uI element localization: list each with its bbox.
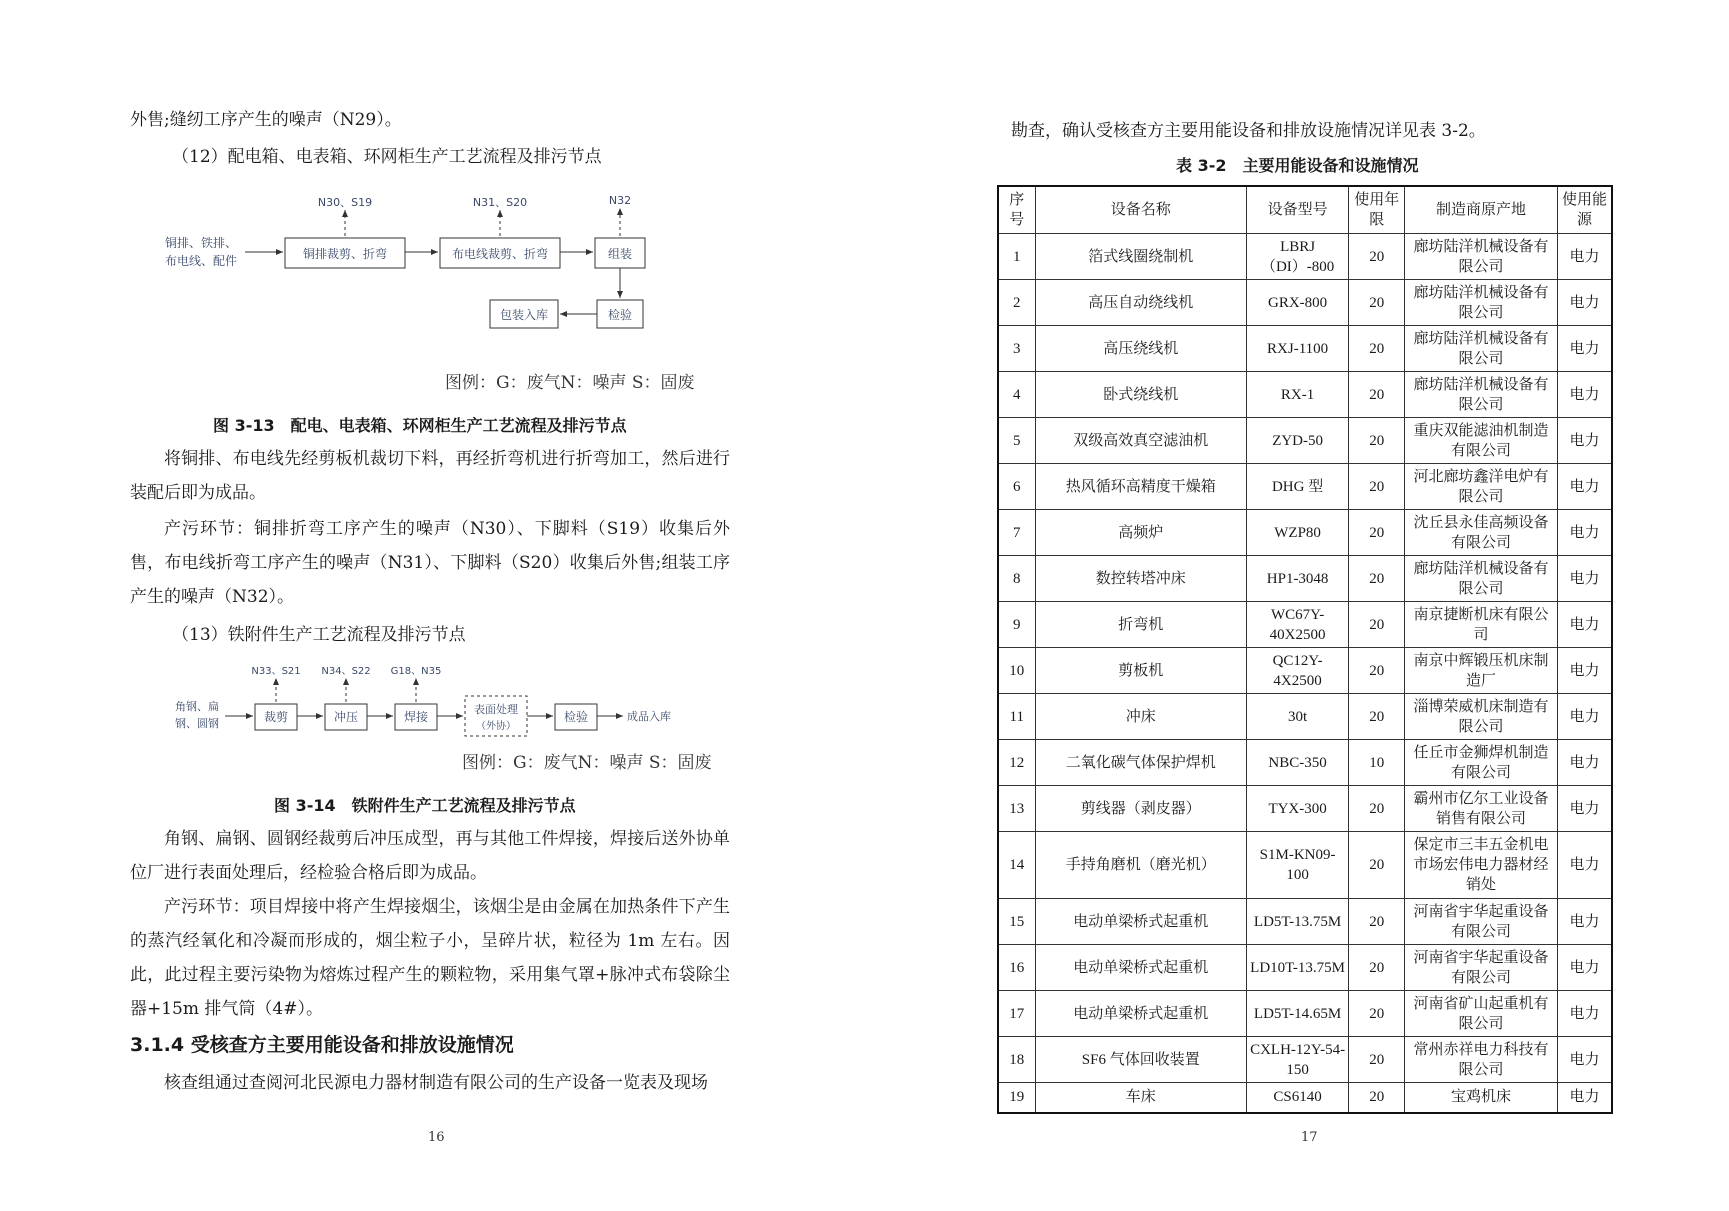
cell-name: 车床: [1035, 1083, 1246, 1113]
cell-manufacturer: 任丘市金狮焊机制造有限公司: [1405, 740, 1558, 786]
right-page: [864, 0, 1729, 1211]
cell-index: 5: [998, 418, 1035, 464]
cell-energy: 电力: [1557, 832, 1612, 899]
table-row: [998, 945, 1612, 991]
cell-name: 手持角磨机（磨光机）: [1035, 832, 1246, 899]
cell-name: 数控转塔冲床: [1035, 556, 1246, 602]
legend-3-13: 图例：G：废气N：噪声 S：固废: [445, 373, 695, 393]
cell-name: 双级高效真空滤油机: [1035, 418, 1246, 464]
cell-lifespan: 20: [1349, 602, 1405, 648]
cell-energy: 电力: [1557, 602, 1612, 648]
flow14-box5-text: 检验: [563, 710, 589, 724]
cell-energy: 电力: [1557, 786, 1612, 832]
section-heading-12: （12）配电箱、电表箱、环网柜生产工艺流程及排污节点: [172, 147, 602, 167]
figure-caption-3-13: 图 3-13 配电、电表箱、环网柜生产工艺流程及排污节点: [213, 416, 627, 435]
flow13-label-1: N30、S19: [317, 196, 373, 209]
cell-name: 电动单梁桥式起重机: [1035, 899, 1246, 945]
cell-manufacturer: 常州赤祥电力科技有限公司: [1405, 1037, 1558, 1083]
cell-model: LBRJ（DI）-800: [1246, 234, 1348, 280]
page-number: 16: [428, 1130, 445, 1145]
figure-caption-3-14: 图 3-14 铁附件生产工艺流程及排污节点: [274, 796, 576, 815]
table-row: [998, 832, 1612, 899]
header-manufacturer: 制造商原产地: [1405, 186, 1558, 234]
flow13-label-3: N32: [608, 194, 632, 207]
cell-name: 二氧化碳气体保护焊机: [1035, 740, 1246, 786]
cell-model: NBC-350: [1246, 740, 1348, 786]
cell-energy: 电力: [1557, 648, 1612, 694]
cell-index: 4: [998, 372, 1035, 418]
cell-model: RX-1: [1246, 372, 1348, 418]
cell-model: LD5T-14.65M: [1246, 991, 1348, 1037]
cell-energy: 电力: [1557, 234, 1612, 280]
flowchart-3-14: [175, 662, 715, 747]
page-number: 17: [1301, 1130, 1318, 1145]
cell-index: 8: [998, 556, 1035, 602]
table-row: [998, 556, 1612, 602]
table-row: [998, 694, 1612, 740]
table-row: [998, 740, 1612, 786]
cell-energy: 电力: [1557, 740, 1612, 786]
cell-index: 10: [998, 648, 1035, 694]
table-row: [998, 280, 1612, 326]
section-heading-13: （13）铁附件生产工艺流程及排污节点: [172, 625, 466, 645]
cell-index: 16: [998, 945, 1035, 991]
flow14-label-1: N33、S21: [251, 666, 301, 677]
cell-manufacturer: 重庆双能滤油机制造有限公司: [1405, 418, 1558, 464]
cell-name: 剪板机: [1035, 648, 1246, 694]
cell-model: HP1-3048: [1246, 556, 1348, 602]
table-row: [998, 418, 1612, 464]
table-row: [998, 786, 1612, 832]
cell-name: 箔式线圈绕制机: [1035, 234, 1246, 280]
cell-index: 2: [998, 280, 1035, 326]
cell-index: 15: [998, 899, 1035, 945]
cell-energy: 电力: [1557, 510, 1612, 556]
paragraph-1: 将铜排、布电线先经剪板机裁切下料，再经折弯机进行折弯加工，然后进行装配后即为成品。: [130, 449, 730, 503]
cell-model: CS6140: [1246, 1083, 1348, 1113]
cell-index: 7: [998, 510, 1035, 556]
table-body: [998, 234, 1612, 1113]
cell-energy: 电力: [1557, 945, 1612, 991]
table-row: [998, 899, 1612, 945]
table-row: [998, 1083, 1612, 1113]
cell-index: 9: [998, 602, 1035, 648]
legend-3-14: 图例：G：废气N：噪声 S：固废: [462, 753, 712, 773]
cell-energy: 电力: [1557, 372, 1612, 418]
flow14-label-3: G18、N35: [390, 666, 442, 677]
cell-model: LD5T-13.75M: [1246, 899, 1348, 945]
cell-index: 13: [998, 786, 1035, 832]
flow13-input-line1: 铜排、铁排、: [165, 236, 238, 250]
cell-model: DHG 型: [1246, 464, 1348, 510]
cell-lifespan: 20: [1349, 1083, 1405, 1113]
table-row: [998, 602, 1612, 648]
flow14-box2-text: 冲压: [333, 710, 359, 724]
flow13-box1-text: 铜排裁剪、折弯: [302, 247, 388, 261]
cell-name: 电动单梁桥式起重机: [1035, 991, 1246, 1037]
flow14-box1-text: 裁剪: [263, 710, 289, 724]
cell-index: 19: [998, 1083, 1035, 1113]
paragraph-2: 产污环节：铜排折弯工序产生的噪声（N30）、下脚料（S19）收集后外售，布电线折弯工序产生的噪声（N31）、下脚料（S20）收集后外售;组装工序产生的噪声（N32）。: [130, 519, 730, 607]
table-row: [998, 991, 1612, 1037]
paragraph-3: 角钢、扁钢、圆钢经裁剪后冲压成型，再与其他工件焊接，焊接后送外协单位厂进行表面处理后，经检验合格后即为成品。: [130, 829, 730, 883]
cell-model: WC67Y-40X2500: [1246, 602, 1348, 648]
cell-manufacturer: 沈丘县永佳高频设备有限公司: [1405, 510, 1558, 556]
cell-manufacturer: 南京中辉锻压机床制造厂: [1405, 648, 1558, 694]
flow13-input-line2: 布电线、配件: [165, 254, 238, 268]
cell-lifespan: 20: [1349, 418, 1405, 464]
cell-name: 热风循环高精度干燥箱: [1035, 464, 1246, 510]
header-energy: 使用能源: [1557, 186, 1612, 234]
cell-manufacturer: 廊坊陆洋机械设备有限公司: [1405, 326, 1558, 372]
section-heading-3-1-4: 3.1.4 受核查方主要用能设备和排放设施情况: [130, 1034, 514, 1056]
cell-model: ZYD-50: [1246, 418, 1348, 464]
cell-index: 6: [998, 464, 1035, 510]
paragraph-4: 产污环节：项目焊接中将产生焊接烟尘，该烟尘是由金属在加热条件下产生的蒸汽经氧化和冷凝而形成的，烟尘粒子小，呈碎片状，粒径为 1m 左右。因此，此过程主要污染物为熔炼过程产生的颗粒物，采用集气罩+脉冲式布袋除尘器+15m 排气筒（4#）。: [130, 897, 730, 1019]
cell-model: 30t: [1246, 694, 1348, 740]
flow14-output: 成品入库: [627, 710, 671, 723]
cell-manufacturer: 河南省矿山起重机有限公司: [1405, 991, 1558, 1037]
left-page: [0, 0, 864, 1211]
table-row: [998, 648, 1612, 694]
cell-name: 高压自动绕线机: [1035, 280, 1246, 326]
cell-energy: 电力: [1557, 464, 1612, 510]
flow14-box3-text: 焊接: [403, 710, 429, 724]
cell-lifespan: 20: [1349, 991, 1405, 1037]
cell-manufacturer: 河南省宇华起重设备有限公司: [1405, 945, 1558, 991]
cell-manufacturer: 廊坊陆洋机械设备有限公司: [1405, 280, 1558, 326]
cell-manufacturer: 霸州市亿尔工业设备销售有限公司: [1405, 786, 1558, 832]
table-row: [998, 1037, 1612, 1083]
cell-energy: 电力: [1557, 694, 1612, 740]
table-row: [998, 234, 1612, 280]
cell-manufacturer: 南京捷断机床有限公司: [1405, 602, 1558, 648]
cell-index: 11: [998, 694, 1035, 740]
cell-index: 17: [998, 991, 1035, 1037]
cell-lifespan: 20: [1349, 510, 1405, 556]
cell-model: LD10T-13.75M: [1246, 945, 1348, 991]
cell-index: 14: [998, 832, 1035, 899]
flow14-box4-text-line1: 表面处理: [474, 703, 518, 716]
cell-manufacturer: 廊坊陆洋机械设备有限公司: [1405, 234, 1558, 280]
flow13-box2-text: 布电线裁剪、折弯: [451, 247, 549, 261]
cell-energy: 电力: [1557, 1037, 1612, 1083]
cell-energy: 电力: [1557, 899, 1612, 945]
cell-manufacturer: 河北廊坊鑫洋电炉有限公司: [1405, 464, 1558, 510]
cell-lifespan: 20: [1349, 464, 1405, 510]
paragraph-5: 核查组通过查阅河北民源电力器材制造有限公司的生产设备一览表及现场: [164, 1073, 708, 1093]
cell-energy: 电力: [1557, 991, 1612, 1037]
flow14-input-line2: 钢、圆钢: [175, 717, 219, 730]
cell-lifespan: 20: [1349, 1037, 1405, 1083]
table-caption: 表 3-2 主要用能设备和设施情况: [1176, 156, 1419, 175]
cell-lifespan: 20: [1349, 280, 1405, 326]
cell-name: 折弯机: [1035, 602, 1246, 648]
cell-energy: 电力: [1557, 418, 1612, 464]
cell-model: GRX-800: [1246, 280, 1348, 326]
cell-manufacturer: 保定市三丰五金机电市场宏伟电力器材经销处: [1405, 832, 1558, 899]
cell-lifespan: 20: [1349, 234, 1405, 280]
cell-energy: 电力: [1557, 326, 1612, 372]
cell-manufacturer: 淄博荣威机床制造有限公司: [1405, 694, 1558, 740]
cell-name: 高压绕线机: [1035, 326, 1246, 372]
cell-name: 电动单梁桥式起重机: [1035, 945, 1246, 991]
flowchart-3-13: [155, 190, 715, 345]
text-line: 外售;缝纫工序产生的噪声（N29）。: [130, 110, 402, 130]
table-intro-text: 勘查，确认受核查方主要用能设备和排放设施情况详见表 3-2。: [1011, 121, 1486, 141]
cell-lifespan: 20: [1349, 945, 1405, 991]
equipment-table: [997, 185, 1613, 1114]
cell-index: 1: [998, 234, 1035, 280]
table-row: [998, 326, 1612, 372]
cell-lifespan: 20: [1349, 899, 1405, 945]
cell-lifespan: 20: [1349, 694, 1405, 740]
cell-index: 12: [998, 740, 1035, 786]
cell-index: 3: [998, 326, 1035, 372]
table-header-row: [998, 186, 1612, 234]
flow13-box4-text: 检验: [607, 308, 633, 322]
cell-model: RXJ-1100: [1246, 326, 1348, 372]
cell-model: S1M-KN09-100: [1246, 832, 1348, 899]
flow14-label-2: N34、S22: [321, 666, 371, 677]
cell-lifespan: 20: [1349, 648, 1405, 694]
flow13-label-2: N31、S20: [472, 196, 528, 209]
flow13-box3-text: 组装: [607, 247, 633, 261]
cell-manufacturer: 廊坊陆洋机械设备有限公司: [1405, 372, 1558, 418]
flow14-box4-text-line2: （外协）: [476, 721, 516, 732]
cell-energy: 电力: [1557, 280, 1612, 326]
cell-lifespan: 20: [1349, 556, 1405, 602]
cell-manufacturer: 宝鸡机床: [1405, 1083, 1558, 1113]
table-row: [998, 464, 1612, 510]
header-model: 设备型号: [1246, 186, 1348, 234]
cell-name: 冲床: [1035, 694, 1246, 740]
header-lifespan: 使用年限: [1349, 186, 1405, 234]
cell-model: QC12Y-4X2500: [1246, 648, 1348, 694]
cell-name: SF6 气体回收装置: [1035, 1037, 1246, 1083]
cell-lifespan: 20: [1349, 786, 1405, 832]
cell-lifespan: 20: [1349, 832, 1405, 899]
cell-model: TYX-300: [1246, 786, 1348, 832]
cell-name: 剪线器（剥皮器）: [1035, 786, 1246, 832]
cell-model: WZP80: [1246, 510, 1348, 556]
header-index: 序号: [998, 186, 1035, 234]
flow13-box5-text: 包装入库: [499, 308, 549, 322]
cell-index: 18: [998, 1037, 1035, 1083]
cell-lifespan: 10: [1349, 740, 1405, 786]
cell-model: CXLH-12Y-54-150: [1246, 1037, 1348, 1083]
cell-lifespan: 20: [1349, 326, 1405, 372]
flow14-input-line1: 角钢、扁: [175, 700, 219, 713]
cell-name: 卧式绕线机: [1035, 372, 1246, 418]
cell-energy: 电力: [1557, 556, 1612, 602]
cell-manufacturer: 廊坊陆洋机械设备有限公司: [1405, 556, 1558, 602]
header-name: 设备名称: [1035, 186, 1246, 234]
cell-lifespan: 20: [1349, 372, 1405, 418]
cell-manufacturer: 河南省宇华起重设备有限公司: [1405, 899, 1558, 945]
cell-energy: 电力: [1557, 1083, 1612, 1113]
table-row: [998, 372, 1612, 418]
cell-name: 高频炉: [1035, 510, 1246, 556]
table-row: [998, 510, 1612, 556]
